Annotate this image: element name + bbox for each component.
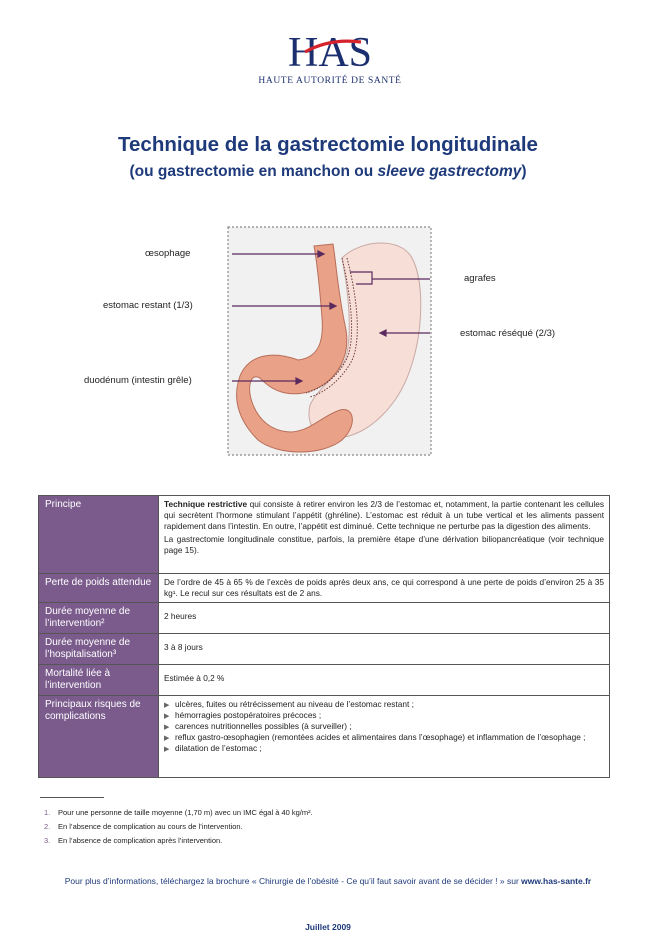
label-duodenum: duodénum (intestin grêle) [84,375,192,386]
page-subtitle: (ou gastrectomie en manchon ou sleeve gastrectomy) [129,163,527,180]
footnote-divider [40,797,104,798]
triangle-bullet-icon: ▶ [164,701,170,709]
triangle-bullet-icon: ▶ [164,745,170,753]
footnote-1: 1. Pour une personne de taille moyenne (1,70 m) avec un IMC égal à 40 kg/m². [44,808,313,817]
logo-subtitle: HAUTE AUTORITÉ DE SANTÉ [258,76,402,86]
row-mortality [39,664,610,695]
row-value [159,695,610,777]
triangle-bullet-icon: ▶ [164,734,170,742]
triangle-bullet-icon: ▶ [164,723,170,731]
list-item: ▶ reflux gastro-œsophagien (remontées acides et alimentaires dans l’œsophage) et inflammation de l’œsophage ; [164,731,586,742]
row-label: Mortalité liée à l’intervention [39,664,159,695]
row-hospital-stay [39,633,610,664]
row-value: Estimée à 0,2 % [159,664,610,695]
stomach-illustration [0,0,656,470]
row-label: Durée moyenne de l’hospitalisation³ [39,633,159,664]
row-value: De l’ordre de 45 à 65 % de l’excès de poids après deux ans, ce qui correspond à une perte de poids d’environ 25 à 35 kg¹. Le recul sur ces résultats est de 2 ans. [159,574,610,603]
triangle-bullet-icon: ▶ [164,712,170,720]
list-item: ▶ ulcères, fuites ou rétrécissement au niveau de l’estomac restant ; [164,698,414,709]
list-item: ▶ hémorragies postopératoires précoces ; [164,709,322,720]
row-label: Perte de poids attendue [39,574,159,603]
list-item: ▶ dilatation de l’estomac ; [164,742,262,753]
row-value: 2 heures [159,602,610,633]
row-value: Technique restrictive qui consiste à retirer environ les 2/3 de l’estomac et, notamment, la partie contenant les cellules qui secrètent l’hormone stimulant l’appétit (ghréline). L’estomac est réduit à un tube vertical et les aliments passent rapidement dans l’intestin. En outre, l’appétit est diminué. Cette technique ne perturbe pas la digestion des aliments. La gastrectomie longitudinale constitue, parfois, la première étape d’une dérivation biliopancréatique (voir technique page 15). [159,496,610,574]
row-principle [39,496,610,574]
gastrectomy-figure [0,0,656,470]
more-info: Pour plus d’informations, téléchargez la brochure « Chirurgie de l’obésité - Ce qu’il faut savoir avant de se décider ! » sur www.has-sante.fr [64,876,592,886]
label-oesophagus: œsophage [145,248,191,259]
row-operation-duration [39,602,610,633]
row-label: Principaux risques de complications [39,695,159,777]
info-table [38,495,610,778]
label-remaining-stomach: estomac restant (1/3) [103,300,193,311]
row-weight-loss [39,574,610,603]
publication-date: Juillet 2009 [305,922,351,932]
page-title: Technique de la gastrectomie longitudinale [118,133,538,156]
footnote-3: 3. En l’absence de complication après l’intervention. [44,836,223,845]
logo-letters: HAS [287,30,373,74]
row-label: Principe [39,496,159,574]
footnote-2: 2. En l’absence de complication au cours de l’intervention. [44,822,243,831]
label-resected-stomach: estomac réséqué (2/3) [460,328,556,339]
list-item: ▶ carences nutritionnelles possibles (à surveiller) ; [164,720,352,731]
site-link[interactable]: www.has-sante.fr [521,876,592,886]
label-staples: agrafes [464,273,496,284]
row-value: 3 à 8 jours [159,633,610,664]
row-complications [39,695,610,777]
row-label: Durée moyenne de l’intervention² [39,602,159,633]
